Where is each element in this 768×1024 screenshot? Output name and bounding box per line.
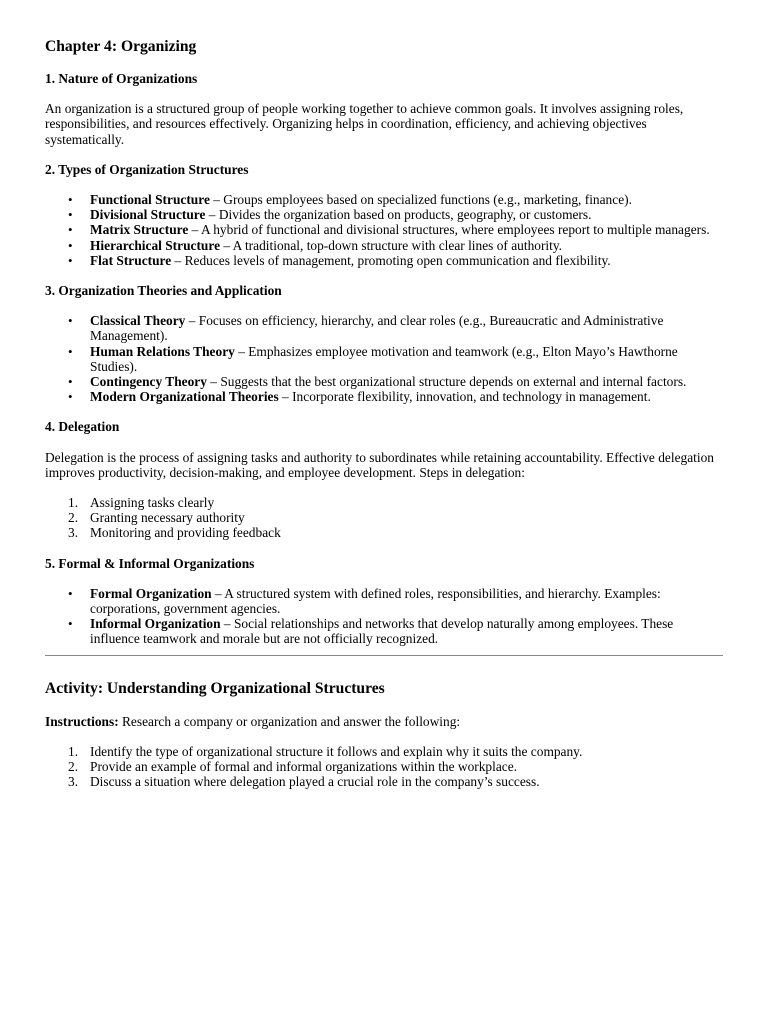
theories-list	[45, 313, 723, 404]
list-item	[68, 313, 723, 344]
bullet-icon: •	[68, 343, 73, 359]
list-item-term: Modern Organizational Theories	[90, 389, 279, 405]
activity-title: Activity: Understanding Organizational Structures	[45, 679, 385, 697]
formal-informal-list	[45, 586, 723, 647]
list-item-term: Divisional Structure	[90, 207, 206, 223]
instructions-label: Instructions:	[45, 713, 119, 729]
list-item	[68, 192, 723, 208]
list-item-term: Informal Organization	[90, 616, 221, 632]
list-item	[68, 389, 723, 405]
list-item-desc: – Focuses on efficiency, hierarchy, and clear roles (e.g., Bureaucratic and Administrative Management).	[90, 313, 664, 344]
list-item-term: Functional Structure	[90, 192, 210, 208]
list-item-text: Discuss a situation where delegation played a crucial role in the company’s success.	[90, 774, 540, 790]
list-item-desc: – A structured system with defined roles, responsibilities, and hierarchy. Examples: corporations, government agencies.	[90, 585, 661, 617]
list-item	[68, 759, 723, 775]
list-number: 3.	[68, 525, 79, 541]
bullet-icon: •	[68, 313, 73, 329]
list-item-term: Classical Theory	[90, 313, 186, 329]
bullet-icon: •	[68, 192, 73, 208]
list-item-desc: – Suggests that the best organizational structure depends on external and internal factors.	[206, 374, 687, 390]
bullet-icon: •	[68, 237, 73, 253]
activity-instructions	[45, 714, 723, 729]
list-item-text: Monitoring and providing feedback	[90, 525, 281, 541]
list-item	[68, 207, 723, 223]
list-item-term: Matrix Structure	[90, 222, 189, 238]
list-item-text: Granting necessary authority	[90, 510, 245, 526]
list-item	[68, 222, 723, 238]
list-item	[68, 237, 723, 253]
bullet-icon: •	[68, 585, 73, 601]
list-item-desc: – Reduces levels of management, promoting open communication and flexibility.	[171, 252, 611, 268]
list-item	[68, 252, 723, 268]
list-item	[68, 585, 723, 617]
delegation-steps-list	[45, 495, 723, 541]
list-item-term: Human Relations Theory	[90, 343, 235, 359]
section-1-text: An organization is a structured group of people working together to achieve common goals. It involves assigning roles, responsibilities, and resources effectively. Organizing helps in coordination, efficiency, and achieving objectives systematically.	[45, 101, 684, 147]
list-item-desc: – Groups employees based on specialized functions (e.g., marketing, finance).	[209, 192, 632, 208]
section-2-heading: 2. Types of Organization Structures	[45, 161, 249, 177]
list-number: 1.	[68, 495, 79, 511]
bullet-icon: •	[68, 374, 73, 390]
list-item	[68, 374, 723, 390]
section-divider	[45, 655, 723, 656]
list-item-desc: – Emphasizes employee motivation and teamwork (e.g., Elton Mayo’s Hawthorne Studies).	[90, 343, 678, 374]
bullet-icon: •	[68, 222, 73, 238]
list-item-term: Hierarchical Structure	[90, 237, 221, 253]
list-item-term: Formal Organization	[90, 585, 212, 601]
list-item-desc: – Incorporate flexibility, innovation, and technology in management.	[278, 389, 651, 405]
list-number: 3.	[68, 774, 79, 790]
list-item-text: Assigning tasks clearly	[90, 495, 215, 511]
list-item-text: Provide an example of formal and informal organizations within the workplace.	[90, 759, 518, 775]
bullet-icon: •	[68, 616, 73, 632]
list-item	[68, 525, 723, 541]
list-item	[68, 343, 723, 374]
list-number: 2.	[68, 510, 79, 526]
list-item-desc: – A hybrid of functional and divisional structures, where employees report to multiple managers.	[188, 222, 710, 238]
bullet-icon: •	[68, 252, 73, 268]
instructions-text: Research a company or organization and answer the following:	[118, 713, 461, 729]
list-item-term: Contingency Theory	[90, 374, 207, 390]
list-item	[68, 743, 723, 759]
list-item-term: Flat Structure	[90, 252, 172, 268]
list-item	[68, 616, 723, 647]
structure-types-list	[45, 192, 723, 268]
section-5-heading: 5. Formal & Informal Organizations	[45, 555, 255, 571]
list-item-text: Identify the type of organizational structure it follows and explain why it suits the company.	[90, 743, 583, 759]
bullet-icon: •	[68, 207, 73, 223]
activity-tasks-list	[45, 744, 723, 790]
list-item	[68, 774, 723, 790]
section-1-heading: 1. Nature of Organizations	[45, 71, 198, 86]
section-3-heading: 3. Organization Theories and Application	[45, 283, 282, 299]
section-4-text: Delegation is the process of assigning tasks and authority to subordinates while retaining accountability. Effective delegation improves productivity, decision-making, and employee development. Steps in delegation:	[45, 449, 714, 480]
list-number: 2.	[68, 759, 79, 775]
list-item-desc: – Social relationships and networks that develop naturally among employees. These influence teamwork and morale but are not officially recognized.	[90, 616, 674, 647]
list-item	[68, 495, 723, 511]
list-item-desc: – Divides the organization based on products, geography, or customers.	[205, 207, 592, 223]
list-number: 1.	[68, 743, 79, 759]
chapter-title: Chapter 4: Organizing	[45, 38, 197, 55]
list-item-desc: – A traditional, top-down structure with clear lines of authority.	[220, 237, 563, 253]
section-4-heading: 4. Delegation	[45, 419, 120, 435]
bullet-icon: •	[68, 389, 73, 405]
list-item	[68, 510, 723, 526]
